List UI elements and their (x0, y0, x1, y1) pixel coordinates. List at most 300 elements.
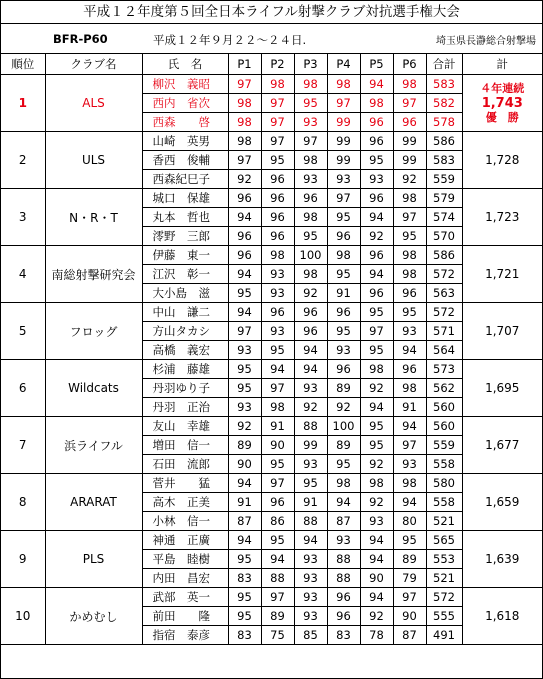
score-p5: 92 (360, 379, 393, 398)
shooter-name: 高橋 義宏 (142, 341, 228, 360)
shooter-name: 丹羽 正治 (142, 398, 228, 417)
score-p5: 78 (360, 626, 393, 645)
shooter-name: 杉浦 藤雄 (142, 360, 228, 379)
shooter-total: 586 (426, 246, 462, 265)
score-p4: 95 (327, 455, 360, 474)
score-p5: 92 (360, 493, 393, 512)
score-p4: 96 (327, 360, 360, 379)
score-p3: 95 (294, 474, 327, 493)
score-p1: 93 (228, 398, 261, 417)
score-p3: 95 (294, 94, 327, 113)
score-p2: 98 (261, 398, 294, 417)
shooter-total: 491 (426, 626, 462, 645)
score-p1: 96 (228, 246, 261, 265)
shooter-name: 江沢 彰一 (142, 265, 228, 284)
shooter-name: 伊藤 東一 (142, 246, 228, 265)
team-total-cell (462, 75, 542, 132)
team-total-cell: 1,707 (462, 303, 542, 360)
score-p4: 97 (327, 94, 360, 113)
shooter-name: 方山タカシ (142, 322, 228, 341)
score-p5: 95 (360, 303, 393, 322)
rank-cell: 4 (1, 246, 45, 303)
score-p1: 95 (228, 607, 261, 626)
score-p4: 89 (327, 436, 360, 455)
shooter-name: 石田 流郎 (142, 455, 228, 474)
shooter-total: 563 (426, 284, 462, 303)
score-p1: 95 (228, 360, 261, 379)
shooter-total: 572 (426, 588, 462, 607)
score-p1: 94 (228, 531, 261, 550)
score-p5: 94 (360, 208, 393, 227)
shooter-total: 570 (426, 227, 462, 246)
score-p1: 97 (228, 322, 261, 341)
team-total-cell: 1,677 (462, 417, 542, 474)
shooter-total: 560 (426, 398, 462, 417)
rank-cell: 1 (1, 75, 45, 132)
shooter-name: 菅井 猛 (142, 474, 228, 493)
score-p2: 97 (261, 132, 294, 151)
score-p6: 80 (393, 512, 426, 531)
club-cell: かめむし (45, 588, 142, 645)
shooter-total: 559 (426, 170, 462, 189)
team-total-cell: 1,723 (462, 189, 542, 246)
score-p5: 94 (360, 531, 393, 550)
team-total-cell: 1,728 (462, 132, 542, 189)
score-p1: 98 (228, 113, 261, 132)
event-venue: 埼玉県長瀞総合射撃場 (436, 36, 536, 47)
score-p4: 89 (327, 379, 360, 398)
score-p5: 94 (360, 550, 393, 569)
shooter-name: 西森 啓 (142, 113, 228, 132)
header-p2: P2 (261, 54, 294, 75)
score-p4: 96 (327, 607, 360, 626)
score-p2: 96 (261, 227, 294, 246)
shooter-total: 572 (426, 265, 462, 284)
score-p6: 93 (393, 455, 426, 474)
score-p2: 97 (261, 94, 294, 113)
score-p6: 89 (393, 550, 426, 569)
score-p3: 96 (294, 322, 327, 341)
score-p5: 96 (360, 284, 393, 303)
shooter-total: 553 (426, 550, 462, 569)
table-row (1, 417, 542, 436)
score-p1: 94 (228, 303, 261, 322)
score-p4: 95 (327, 208, 360, 227)
score-p4: 94 (327, 493, 360, 512)
score-p2: 93 (261, 265, 294, 284)
score-p4: 99 (327, 151, 360, 170)
score-p4: 96 (327, 227, 360, 246)
score-p2: 94 (261, 550, 294, 569)
shooter-name: 丹羽ゆり子 (142, 379, 228, 398)
score-p1: 95 (228, 550, 261, 569)
team-total-cell: 1,721 (462, 246, 542, 303)
score-p2: 90 (261, 436, 294, 455)
score-p6: 95 (393, 531, 426, 550)
score-p3: 100 (294, 246, 327, 265)
score-p2: 97 (261, 474, 294, 493)
score-p3: 94 (294, 341, 327, 360)
score-p2: 91 (261, 417, 294, 436)
shooter-name: 小林 信一 (142, 512, 228, 531)
shooter-name: 指宿 泰彦 (142, 626, 228, 645)
score-p1: 97 (228, 151, 261, 170)
score-p4: 98 (327, 474, 360, 493)
score-p2: 96 (261, 493, 294, 512)
score-p3: 98 (294, 265, 327, 284)
score-p5: 98 (360, 360, 393, 379)
score-p5: 94 (360, 398, 393, 417)
score-p3: 93 (294, 588, 327, 607)
score-p5: 95 (360, 341, 393, 360)
score-p5: 98 (360, 474, 393, 493)
score-p5: 92 (360, 455, 393, 474)
shooter-name: 丸本 哲也 (142, 208, 228, 227)
score-p5: 96 (360, 246, 393, 265)
score-p1: 89 (228, 436, 261, 455)
shooter-total: 578 (426, 113, 462, 132)
score-p1: 87 (228, 512, 261, 531)
score-p2: 96 (261, 189, 294, 208)
table-row (1, 531, 542, 550)
shooter-name: 柳沢 義昭 (142, 75, 228, 94)
club-cell: N・R・T (45, 189, 142, 246)
score-p4: 91 (327, 284, 360, 303)
score-p2: 89 (261, 607, 294, 626)
score-p4: 96 (327, 303, 360, 322)
score-p4: 93 (327, 531, 360, 550)
shooter-total: 583 (426, 151, 462, 170)
score-p6: 93 (393, 322, 426, 341)
score-p6: 98 (393, 379, 426, 398)
rank-cell: 5 (1, 303, 45, 360)
event-date: 平成１２年９月２２～２４日. (153, 33, 307, 47)
shooter-name: 山崎 英男 (142, 132, 228, 151)
club-cell: ARARAT (45, 474, 142, 531)
rank-cell: 3 (1, 189, 45, 246)
score-p3: 93 (294, 455, 327, 474)
score-p4: 92 (327, 398, 360, 417)
score-p3: 92 (294, 284, 327, 303)
score-p6: 98 (393, 189, 426, 208)
score-p1: 98 (228, 132, 261, 151)
rank-cell: 7 (1, 417, 45, 474)
shooter-name: 城口 保雄 (142, 189, 228, 208)
score-p1: 83 (228, 569, 261, 588)
score-p5: 93 (360, 170, 393, 189)
table-row (1, 132, 542, 151)
score-p1: 94 (228, 265, 261, 284)
score-p3: 96 (294, 189, 327, 208)
score-p6: 92 (393, 170, 426, 189)
header-club: クラブ名 (45, 54, 142, 75)
score-p6: 97 (393, 94, 426, 113)
score-p3: 94 (294, 360, 327, 379)
score-p6: 97 (393, 588, 426, 607)
header-rank: 順位 (1, 54, 45, 75)
shooter-name: 高木 正美 (142, 493, 228, 512)
table-row (1, 474, 542, 493)
score-p5: 92 (360, 607, 393, 626)
score-p3: 93 (294, 607, 327, 626)
score-p4: 100 (327, 417, 360, 436)
score-p4: 97 (327, 189, 360, 208)
score-p6: 94 (393, 493, 426, 512)
club-cell: 浜ライフル (45, 417, 142, 474)
score-p5: 94 (360, 75, 393, 94)
score-p3: 95 (294, 227, 327, 246)
shooter-total: 558 (426, 455, 462, 474)
score-p3: 93 (294, 170, 327, 189)
shooter-name: 前田 隆 (142, 607, 228, 626)
victory-label: 優 勝 (485, 110, 519, 124)
score-p6: 99 (393, 132, 426, 151)
shooter-total: 560 (426, 417, 462, 436)
shooter-name: 増田 信一 (142, 436, 228, 455)
score-p1: 98 (228, 94, 261, 113)
score-p2: 93 (261, 322, 294, 341)
event-info-bar (1, 24, 542, 53)
score-p3: 91 (294, 493, 327, 512)
consecutive-note: ４年連続 (480, 81, 525, 95)
shooter-name: 内田 昌宏 (142, 569, 228, 588)
score-p2: 95 (261, 151, 294, 170)
score-p5: 98 (360, 94, 393, 113)
score-p6: 98 (393, 474, 426, 493)
score-p2: 95 (261, 455, 294, 474)
score-p2: 98 (261, 246, 294, 265)
score-p4: 87 (327, 512, 360, 531)
score-p4: 95 (327, 265, 360, 284)
score-p1: 83 (228, 626, 261, 645)
header-team-total: 計 (462, 54, 542, 75)
score-p3: 96 (294, 303, 327, 322)
score-p2: 75 (261, 626, 294, 645)
score-p6: 95 (393, 227, 426, 246)
table-row (1, 360, 542, 379)
score-p3: 93 (294, 113, 327, 132)
score-p6: 96 (393, 113, 426, 132)
score-p3: 99 (294, 436, 327, 455)
team-total-cell: 1,639 (462, 531, 542, 588)
score-p1: 97 (228, 75, 261, 94)
score-p3: 98 (294, 208, 327, 227)
score-p2: 97 (261, 588, 294, 607)
score-p4: 93 (327, 341, 360, 360)
score-p1: 96 (228, 227, 261, 246)
shooter-name: 香西 俊輔 (142, 151, 228, 170)
score-p6: 94 (393, 341, 426, 360)
score-p1: 90 (228, 455, 261, 474)
header-p3: P3 (294, 54, 327, 75)
score-p6: 79 (393, 569, 426, 588)
club-cell: Wildcats (45, 360, 142, 417)
score-p3: 98 (294, 75, 327, 94)
team-total-cell: 1,618 (462, 588, 542, 645)
score-p3: 93 (294, 379, 327, 398)
score-p5: 90 (360, 569, 393, 588)
score-p5: 95 (360, 436, 393, 455)
score-p4: 96 (327, 588, 360, 607)
shooter-name: 澪野 三郎 (142, 227, 228, 246)
score-p3: 85 (294, 626, 327, 645)
header-total: 合計 (426, 54, 462, 75)
rank-cell: 2 (1, 132, 45, 189)
score-p3: 94 (294, 531, 327, 550)
score-p6: 96 (393, 360, 426, 379)
shooter-total: 580 (426, 474, 462, 493)
score-p1: 92 (228, 170, 261, 189)
score-p3: 93 (294, 550, 327, 569)
club-cell: フロッグ (45, 303, 142, 360)
score-p5: 95 (360, 417, 393, 436)
score-p6: 98 (393, 75, 426, 94)
score-p6: 99 (393, 151, 426, 170)
score-p4: 99 (327, 132, 360, 151)
score-p1: 94 (228, 474, 261, 493)
score-p2: 94 (261, 360, 294, 379)
shooter-total: 521 (426, 569, 462, 588)
score-p2: 96 (261, 208, 294, 227)
score-p1: 96 (228, 189, 261, 208)
shooter-name: 大小島 滋 (142, 284, 228, 303)
shooter-total: 559 (426, 436, 462, 455)
score-p3: 97 (294, 132, 327, 151)
header-name: 氏 名 (142, 54, 228, 75)
score-p5: 94 (360, 588, 393, 607)
score-p6: 97 (393, 208, 426, 227)
results-table (1, 53, 542, 645)
score-p2: 97 (261, 379, 294, 398)
table-row (1, 588, 542, 607)
shooter-total: 582 (426, 94, 462, 113)
score-p6: 87 (393, 626, 426, 645)
score-p2: 95 (261, 531, 294, 550)
score-p3: 92 (294, 398, 327, 417)
score-p1: 92 (228, 417, 261, 436)
table-row (1, 246, 542, 265)
shooter-total: 564 (426, 341, 462, 360)
club-cell: 南総射撃研究会 (45, 246, 142, 303)
score-p1: 95 (228, 284, 261, 303)
score-p2: 98 (261, 75, 294, 94)
score-p4: 98 (327, 75, 360, 94)
team-total-cell: 1,695 (462, 360, 542, 417)
club-cell: ULS (45, 132, 142, 189)
score-p6: 98 (393, 265, 426, 284)
score-p6: 91 (393, 398, 426, 417)
score-p5: 95 (360, 151, 393, 170)
score-p4: 93 (327, 170, 360, 189)
table-row (1, 303, 542, 322)
rank-cell: 9 (1, 531, 45, 588)
shooter-total: 558 (426, 493, 462, 512)
score-p4: 95 (327, 322, 360, 341)
score-p5: 97 (360, 322, 393, 341)
score-p6: 96 (393, 284, 426, 303)
shooter-name: 武部 英一 (142, 588, 228, 607)
score-p6: 90 (393, 607, 426, 626)
score-p2: 95 (261, 341, 294, 360)
shooter-total: 579 (426, 189, 462, 208)
score-p6: 98 (393, 246, 426, 265)
shooter-name: 西森紀巳子 (142, 170, 228, 189)
score-p1: 93 (228, 341, 261, 360)
score-p4: 83 (327, 626, 360, 645)
score-p2: 86 (261, 512, 294, 531)
score-p5: 93 (360, 512, 393, 531)
shooter-total: 586 (426, 132, 462, 151)
shooter-total: 583 (426, 75, 462, 94)
shooter-name: 友山 幸雄 (142, 417, 228, 436)
table-row (1, 189, 542, 208)
event-code: BFR-P60 (53, 32, 108, 46)
score-p5: 96 (360, 189, 393, 208)
rank-cell: 10 (1, 588, 45, 645)
shooter-total: 571 (426, 322, 462, 341)
score-p4: 88 (327, 550, 360, 569)
club-cell: PLS (45, 531, 142, 588)
score-p1: 91 (228, 493, 261, 512)
shooter-total: 573 (426, 360, 462, 379)
score-p2: 97 (261, 113, 294, 132)
team-total-cell: 1,659 (462, 474, 542, 531)
team-total-value: 1,743 (481, 95, 523, 111)
score-p4: 99 (327, 113, 360, 132)
shooter-name: 中山 謙二 (142, 303, 228, 322)
shooter-total: 574 (426, 208, 462, 227)
score-p6: 97 (393, 436, 426, 455)
header-p1: P1 (228, 54, 261, 75)
score-p3: 98 (294, 151, 327, 170)
score-p1: 95 (228, 588, 261, 607)
score-p2: 93 (261, 284, 294, 303)
score-p5: 92 (360, 227, 393, 246)
score-p2: 88 (261, 569, 294, 588)
score-p6: 95 (393, 303, 426, 322)
score-p6: 94 (393, 417, 426, 436)
header-p5: P5 (360, 54, 393, 75)
page-title: 平成１２年度第５回全日本ライフル射撃クラブ対抗選手権大会 (1, 1, 542, 24)
score-p5: 96 (360, 132, 393, 151)
score-p2: 96 (261, 170, 294, 189)
score-p2: 96 (261, 303, 294, 322)
score-p4: 98 (327, 246, 360, 265)
score-p1: 95 (228, 379, 261, 398)
shooter-total: 521 (426, 512, 462, 531)
score-p3: 88 (294, 417, 327, 436)
table-row (1, 75, 542, 94)
score-p4: 88 (327, 569, 360, 588)
shooter-name: 西内 省次 (142, 94, 228, 113)
rank-cell: 6 (1, 360, 45, 417)
shooter-total: 555 (426, 607, 462, 626)
shooter-total: 572 (426, 303, 462, 322)
score-p5: 96 (360, 113, 393, 132)
score-p1: 94 (228, 208, 261, 227)
score-p5: 94 (360, 265, 393, 284)
shooter-total: 562 (426, 379, 462, 398)
score-p3: 88 (294, 512, 327, 531)
score-p3: 93 (294, 569, 327, 588)
table-header-row (1, 54, 542, 75)
club-cell: ALS (45, 75, 142, 132)
header-p6: P6 (393, 54, 426, 75)
header-p4: P4 (327, 54, 360, 75)
rank-cell: 8 (1, 474, 45, 531)
shooter-name: 神通 正廣 (142, 531, 228, 550)
shooter-total: 565 (426, 531, 462, 550)
